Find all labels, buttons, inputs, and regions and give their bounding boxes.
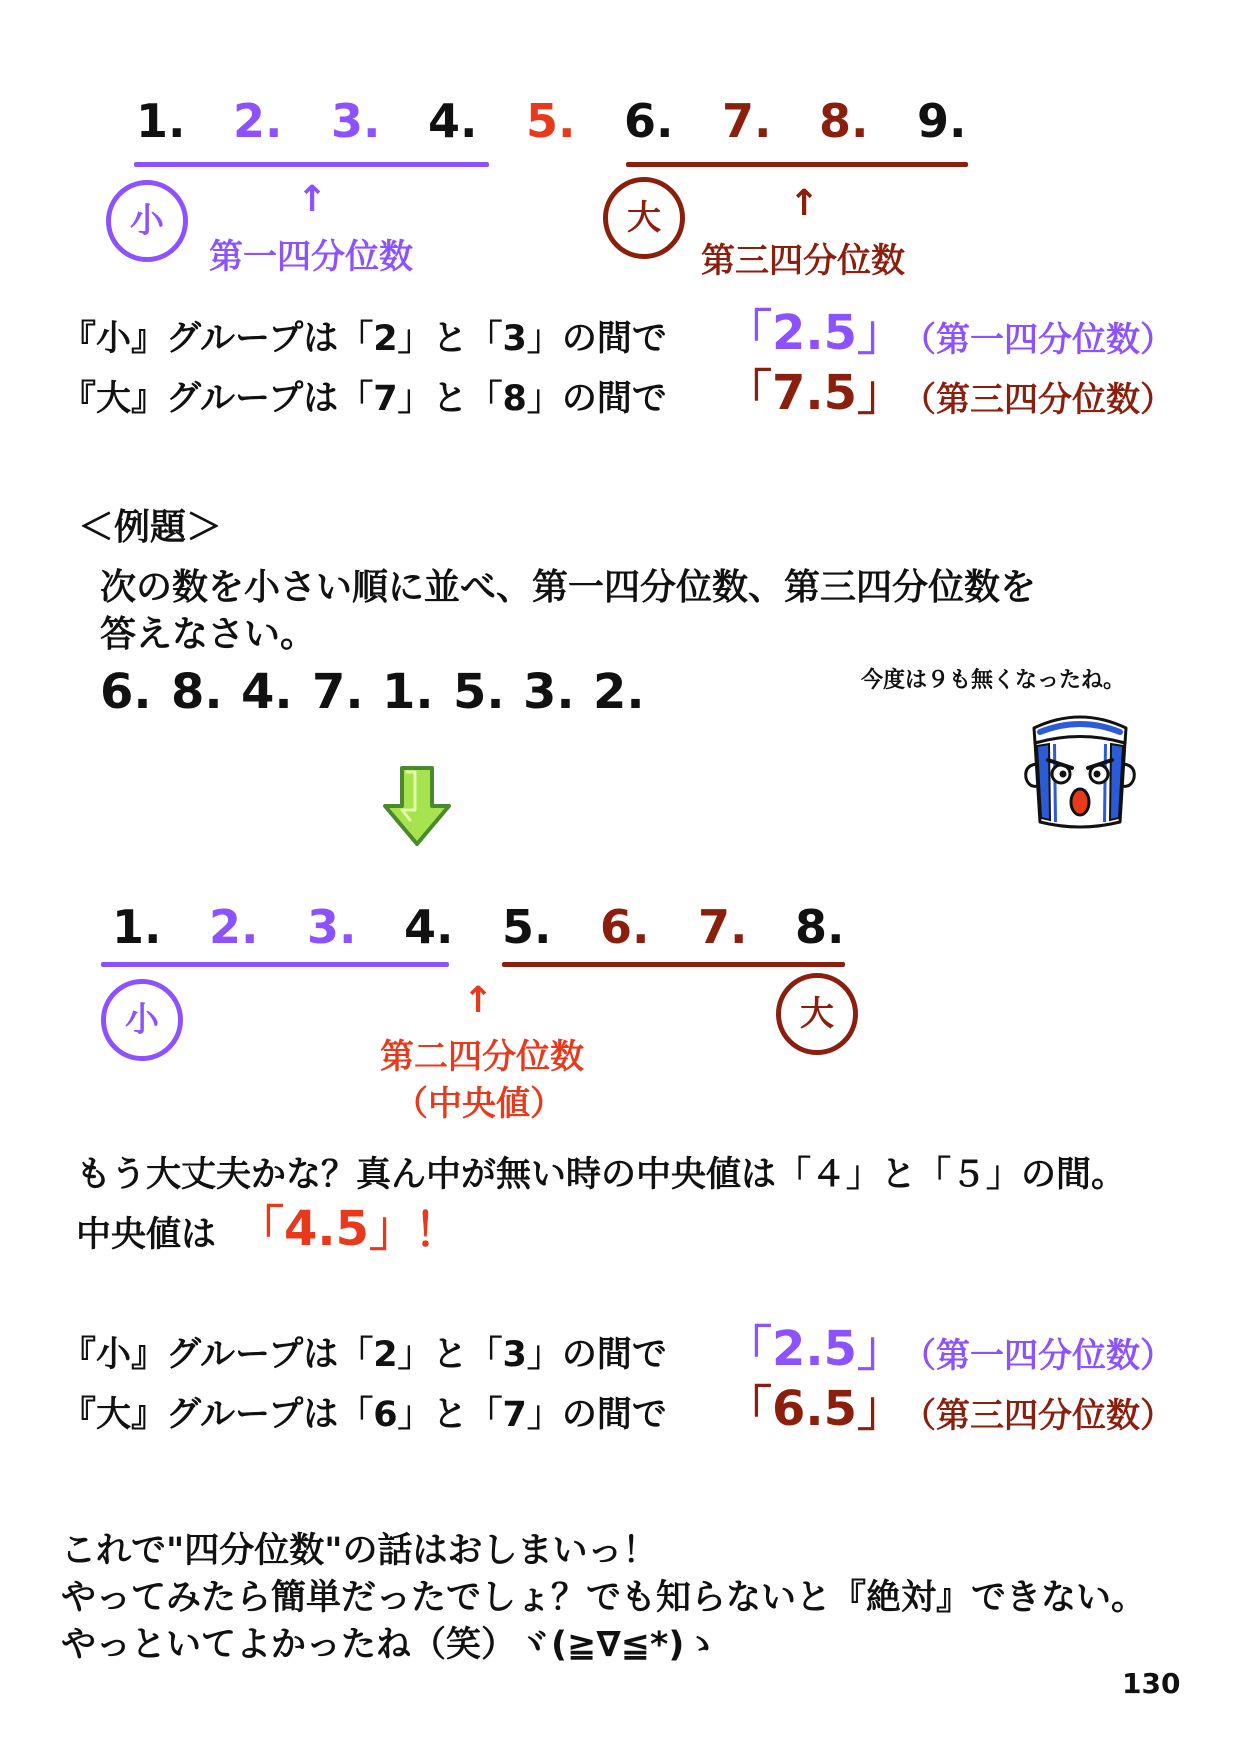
figure1-number: 1. bbox=[136, 94, 186, 148]
figure1-number: 4. bbox=[428, 94, 478, 148]
figure1-number: 9. bbox=[917, 94, 967, 148]
large-group-badge bbox=[603, 177, 685, 259]
example-number: 3. bbox=[523, 664, 575, 720]
median-value: 「4.5」 bbox=[236, 1201, 418, 1257]
q3-value: 「7.5」 bbox=[724, 365, 906, 421]
figure1-number: 2. bbox=[233, 94, 283, 148]
example-number: 8. bbox=[171, 664, 223, 720]
q3-caption: （第三四分位数） bbox=[902, 380, 1174, 420]
q1-value: 「2.5」 bbox=[724, 1321, 906, 1377]
q1-caption: （第一四分位数） bbox=[902, 320, 1174, 360]
large-badge-label: 大 bbox=[627, 198, 661, 238]
page-number: 130 bbox=[1122, 1667, 1181, 1700]
median-up-arrow-icon: ↑ bbox=[463, 980, 494, 1021]
example-question-line2: 答えなさい。 bbox=[100, 614, 317, 655]
large-badge-label: 大 bbox=[800, 994, 834, 1034]
small-group-badge bbox=[106, 180, 188, 262]
figure1-number: 6. bbox=[624, 94, 674, 148]
example-number: 6. bbox=[100, 664, 152, 720]
median-label: 第二四分位数 bbox=[380, 1037, 584, 1077]
figure1-number: 7. bbox=[722, 94, 772, 148]
character-speech: 今度は９も無くなったね。 bbox=[861, 668, 1126, 693]
figure2-number: 2. bbox=[209, 900, 259, 954]
large-group-sentence: 『大』グループは「6」と「7」の間で bbox=[61, 1395, 667, 1435]
closing-line2: やってみたら簡単だったでしょ？でも知らないと『絶対』できない。 bbox=[61, 1578, 1147, 1618]
figure1-number: 3. bbox=[331, 94, 381, 148]
q3-value: 「6.5」 bbox=[724, 1381, 906, 1437]
figure2-number: 7. bbox=[698, 900, 748, 954]
q1-up-arrow-icon: ↑ bbox=[297, 179, 328, 220]
example-number: 4. bbox=[241, 664, 293, 720]
q1-value: 「2.5」 bbox=[724, 305, 906, 361]
figure1-number: 5. bbox=[526, 94, 576, 148]
q3-caption: （第三四分位数） bbox=[902, 1396, 1174, 1436]
small-group-underline bbox=[101, 962, 449, 967]
example-number: 1. bbox=[382, 664, 434, 720]
example-number: 2. bbox=[593, 664, 645, 720]
example-heading: ＜例題＞ bbox=[78, 507, 223, 548]
large-group-sentence: 『大』グループは「7」と「8」の間で bbox=[61, 379, 667, 419]
closing-line3: やっといてよかったね（笑）ヾ(≧∇≦*)ゝ bbox=[61, 1625, 720, 1665]
small-badge-label: 小 bbox=[125, 1000, 159, 1040]
q1-label: 第一四分位数 bbox=[209, 237, 413, 277]
figure1-number: 8. bbox=[819, 94, 869, 148]
small-group-badge bbox=[101, 979, 183, 1061]
small-group-sentence: 『小』グループは「2」と「3」の間で bbox=[61, 319, 667, 359]
example-question-line1: 次の数を小さい順に並べ、第一四分位数、第三四分位数を bbox=[100, 567, 1037, 608]
closing-line1: これで"四分位数"の話はおしまいっ！ bbox=[61, 1531, 658, 1571]
figure2-number: 8. bbox=[795, 900, 845, 954]
small-group-underline bbox=[134, 162, 489, 167]
explanation-line1: もう大丈夫かな？真ん中が無い時の中央値は「４」と「５」の間。 bbox=[76, 1155, 1127, 1195]
figure2-number: 6. bbox=[600, 900, 650, 954]
figure2-number: 1. bbox=[112, 900, 162, 954]
q3-up-arrow-icon: ↑ bbox=[789, 183, 820, 224]
exclamation-mark: ！ bbox=[414, 1203, 460, 1257]
large-group-underline bbox=[502, 962, 845, 967]
figure2-number: 4. bbox=[404, 900, 454, 954]
figure2-number: 3. bbox=[307, 900, 357, 954]
example-number: 7. bbox=[312, 664, 364, 720]
character-illustration bbox=[1022, 706, 1138, 836]
large-group-badge bbox=[776, 973, 858, 1055]
explanation-line2-prefix: 中央値は bbox=[76, 1215, 217, 1255]
q1-caption: （第一四分位数） bbox=[902, 1336, 1174, 1376]
small-badge-label: 小 bbox=[130, 201, 164, 241]
small-group-sentence: 『小』グループは「2」と「3」の間で bbox=[61, 1335, 667, 1375]
example-number: 5. bbox=[453, 664, 505, 720]
q3-label: 第三四分位数 bbox=[701, 241, 905, 281]
large-group-underline bbox=[626, 162, 968, 167]
median-sublabel: （中央値） bbox=[394, 1084, 564, 1124]
down-arrow-icon bbox=[380, 764, 454, 848]
figure2-number: 5. bbox=[502, 900, 552, 954]
